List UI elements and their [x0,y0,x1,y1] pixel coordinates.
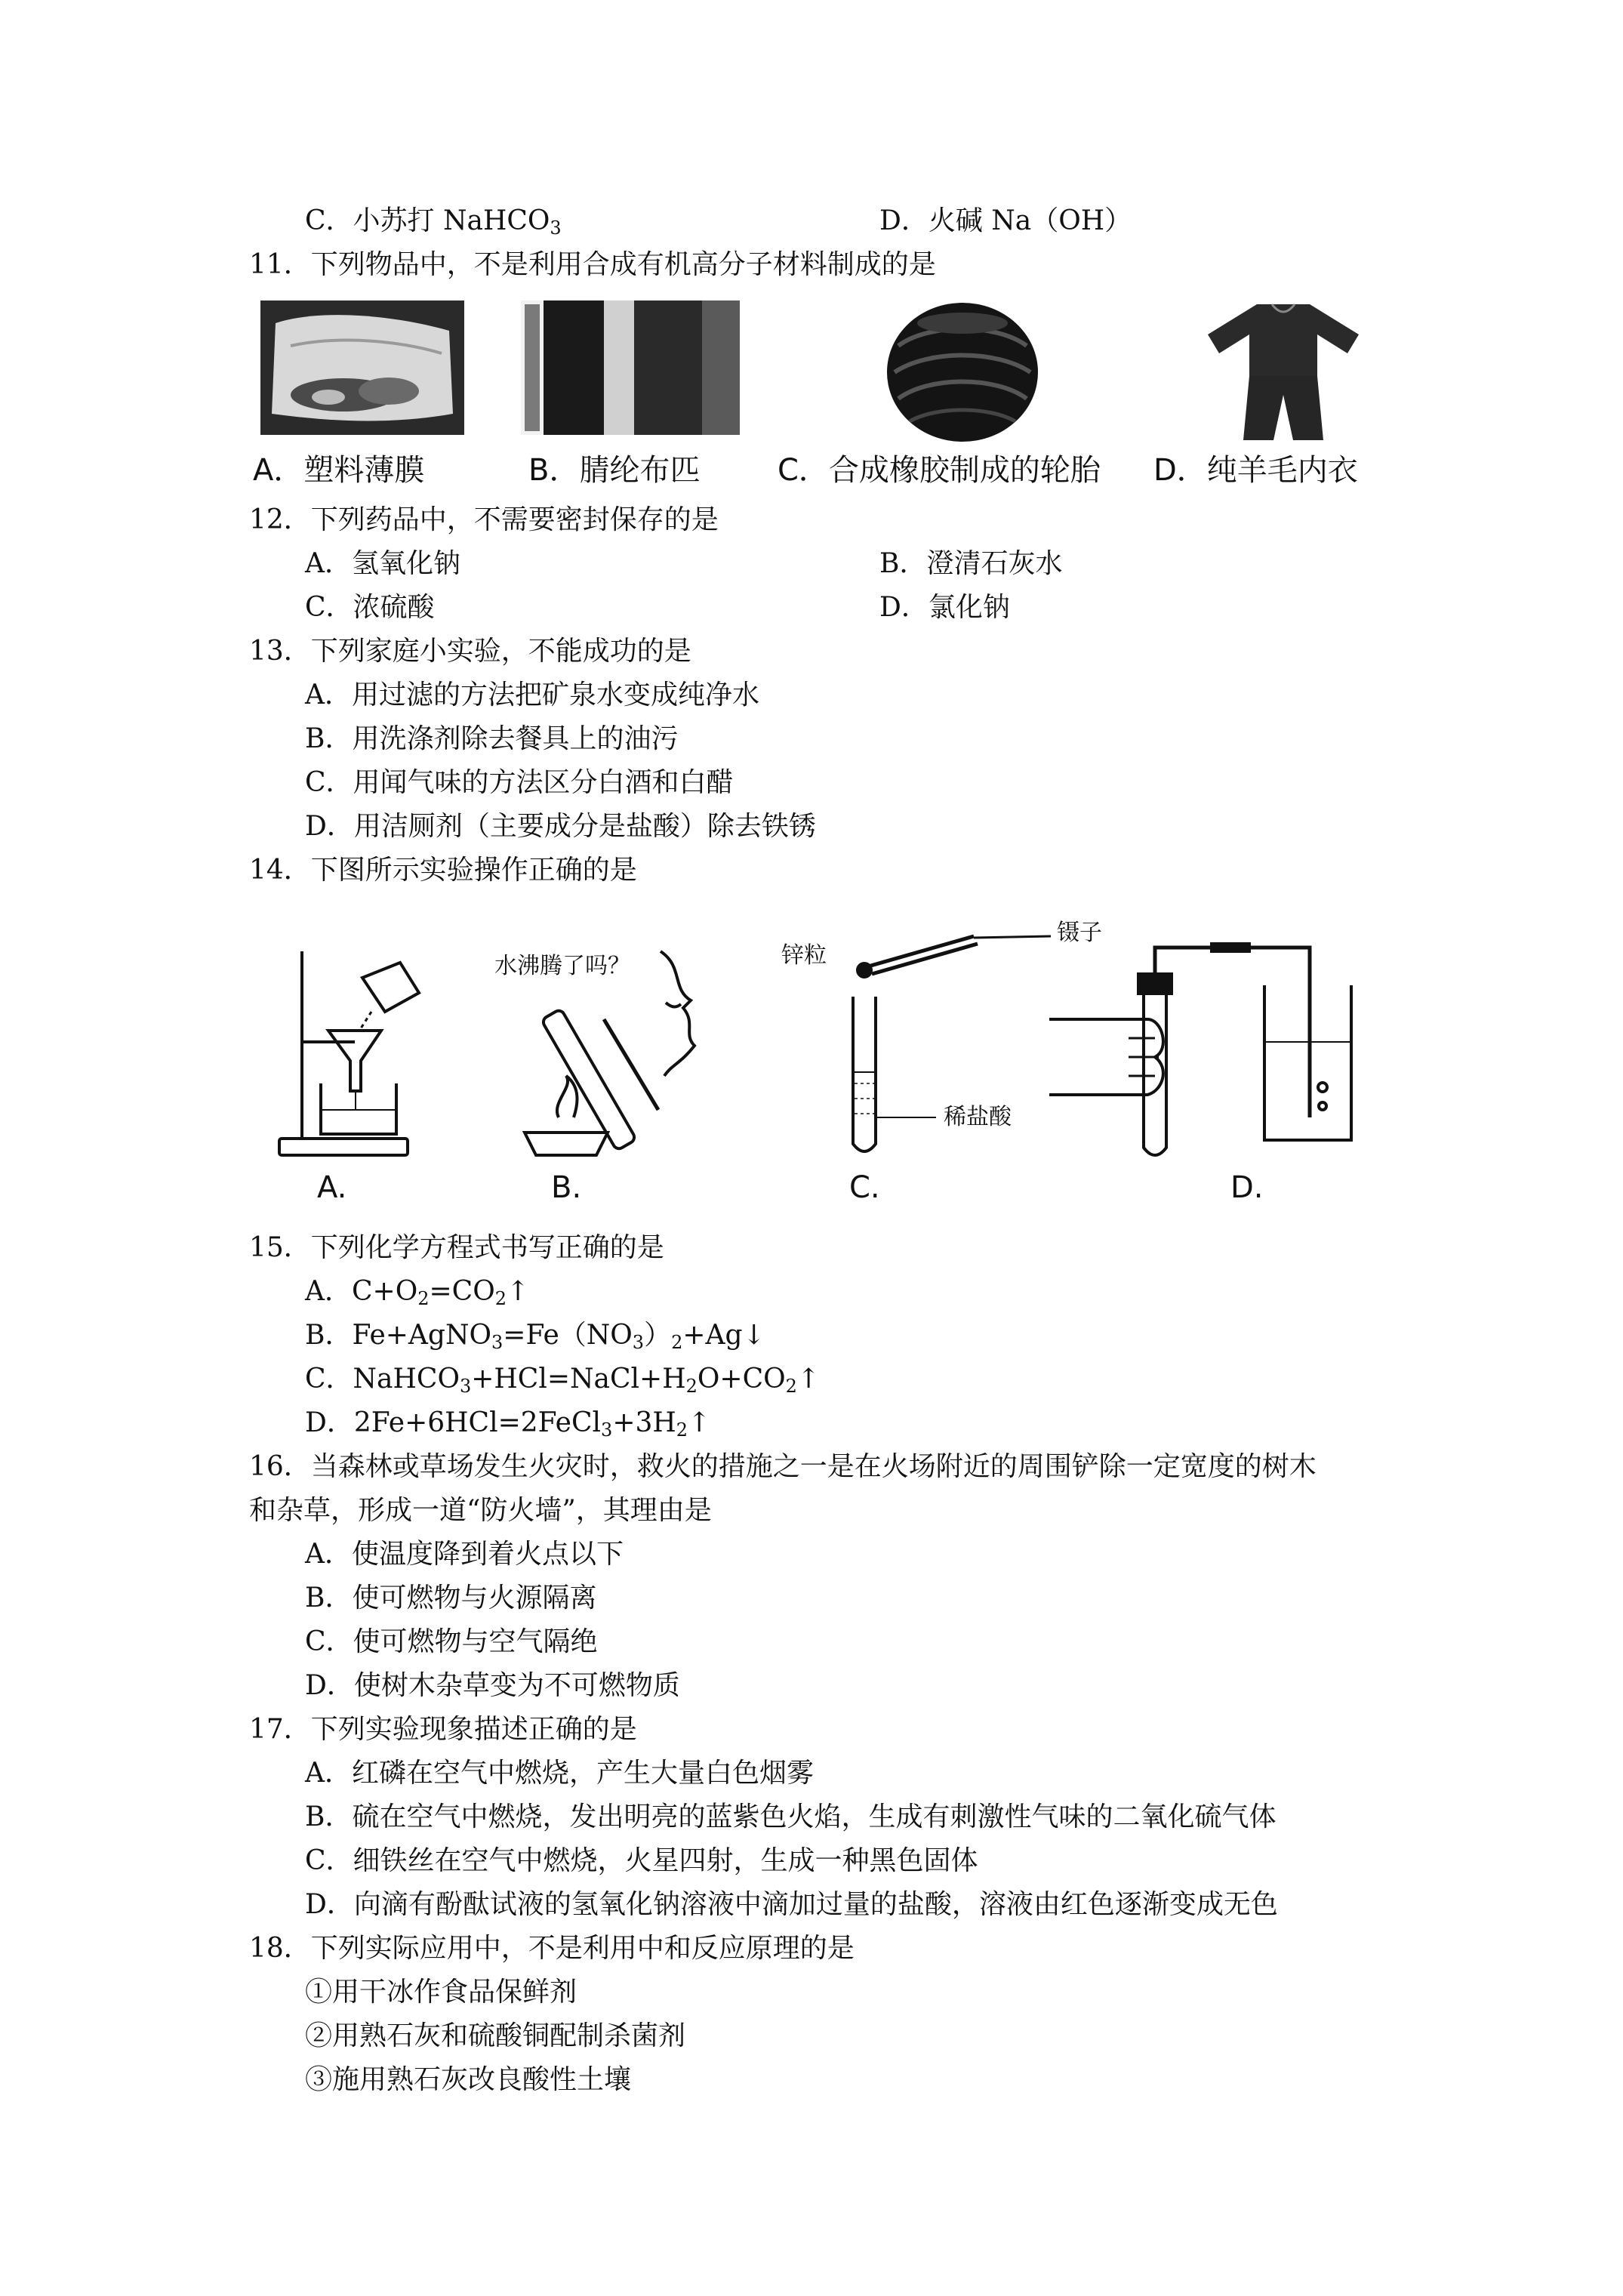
heating-diagram [491,936,725,1163]
q13-option-a: A．用过滤的方法把矿泉水变成纯净水 [305,680,759,710]
q11-stem: 11．下列物品中，不是利用合成有机高分子材料制成的是 [249,249,936,280]
q18-item-2: ②用熟石灰和硫酸铜配制杀菌剂 [305,2020,686,2051]
q13-option-b: B．用洗涤剂除去餐具上的油污 [305,723,679,754]
fabric-image [521,300,740,435]
q17-option-c: C．细铁丝在空气中燃烧，火星四射，生成一种黑色固体 [305,1845,978,1876]
underwear-image [1204,300,1363,444]
q14-caption-a: A. [317,1170,347,1205]
q12-option-d: D．氯化钠 [879,592,1010,623]
q16-option-b: B．使可燃物与火源隔离 [305,1583,597,1613]
q17-option-d: D．向滴有酚酞试液的氢氧化钠溶液中滴加过量的盐酸，溶液由红色逐渐变成无色 [305,1889,1278,1920]
q14-caption-d: D. [1230,1170,1264,1205]
q11-option-a: A．塑料薄膜 [253,453,425,488]
q15-option-c: C．$NaHCO_3+HCl=NaCl+H_2O+CO_2↑$ [305,1364,821,1397]
q15-stem: 15．下列化学方程式书写正确的是 [249,1232,664,1263]
zinc-tube-diagram [830,921,1057,1163]
q18-stem: 18．下列实际应用中，不是利用中和反应原理的是 [249,1933,855,1964]
q12-option-b: B．澄清石灰水 [879,548,1063,579]
q18-item-3: ③施用熟石灰改良酸性土壤 [305,2064,632,2095]
filtration-diagram [272,936,423,1163]
q12-stem: 12．下列药品中，不需要密封保存的是 [249,504,719,535]
q17-option-a: A．红磷在空气中燃烧，产生大量白色烟雾 [305,1758,814,1789]
q14-caption-b: B. [551,1170,582,1205]
q16-stem-line1: 16．当森林或草场发生火灾时，救火的措施之一是在火场附近的周围铲除一定宽度的树木 [249,1451,1317,1482]
zinc-label: 锌粒 [781,942,827,969]
q16-option-a: A．使温度降到着火点以下 [305,1539,624,1570]
acid-label: 稀盐酸 [944,1104,1012,1130]
airtight-check-diagram [1049,944,1366,1163]
q11-option-d: D．纯羊毛内衣 [1153,453,1358,488]
q17-stem: 17．下列实验现象描述正确的是 [249,1714,637,1745]
q12-option-a: A．氢氧化钠 [305,548,460,579]
q13-stem: 13．下列家庭小实验，不能成功的是 [249,636,691,667]
tire-image [883,300,1042,444]
bubble-label: 水沸腾了吗？ [494,953,630,979]
q11-option-b: B．腈纶布匹 [528,453,701,488]
q15-option-a: A．$C+O_2=CO_2↑$ [305,1276,530,1309]
q11-option-c: C．合成橡胶制成的轮胎 [778,453,1101,488]
q12-option-c: C．浓硫酸 [305,592,435,623]
q15-option-d: D．$2Fe+6HCl=2FeCl_3+3H_2↑$ [305,1407,711,1441]
q13-option-d: D．用洁厕剂（主要成分是盐酸）除去铁锈 [305,811,816,842]
q15-option-b: B．$Fe+AgNO_3=Fe(NO_3)_2+Ag↓$ [305,1320,765,1353]
q16-option-c: C．使可燃物与空气隔绝 [305,1626,598,1657]
q14-stem: 14．下图所示实验操作正确的是 [249,855,637,886]
q10-option-c: C．小苏打 NaHCO$_3$ [305,205,562,239]
tweezers-label: 镊子 [1057,920,1102,946]
q17-option-b: B．硫在空气中燃烧，发出明亮的蓝紫色火焰，生成有刺激性气味的二氧化硫气体 [305,1801,1277,1832]
q13-option-c: C．用闻气味的方法区分白酒和白醋 [305,767,734,798]
q10-option-d: D．火碱 Na（OH） [879,205,1132,236]
q18-item-1: ①用干冰作食品保鲜剂 [305,1977,577,2008]
q14-caption-c: C. [849,1170,880,1205]
q16-option-d: D．使树木杂草变为不可燃物质 [305,1670,680,1701]
plastic-film-image [260,300,464,435]
q16-stem-line2: 和杂草，形成一道“防火墙”，其理由是 [249,1495,712,1526]
